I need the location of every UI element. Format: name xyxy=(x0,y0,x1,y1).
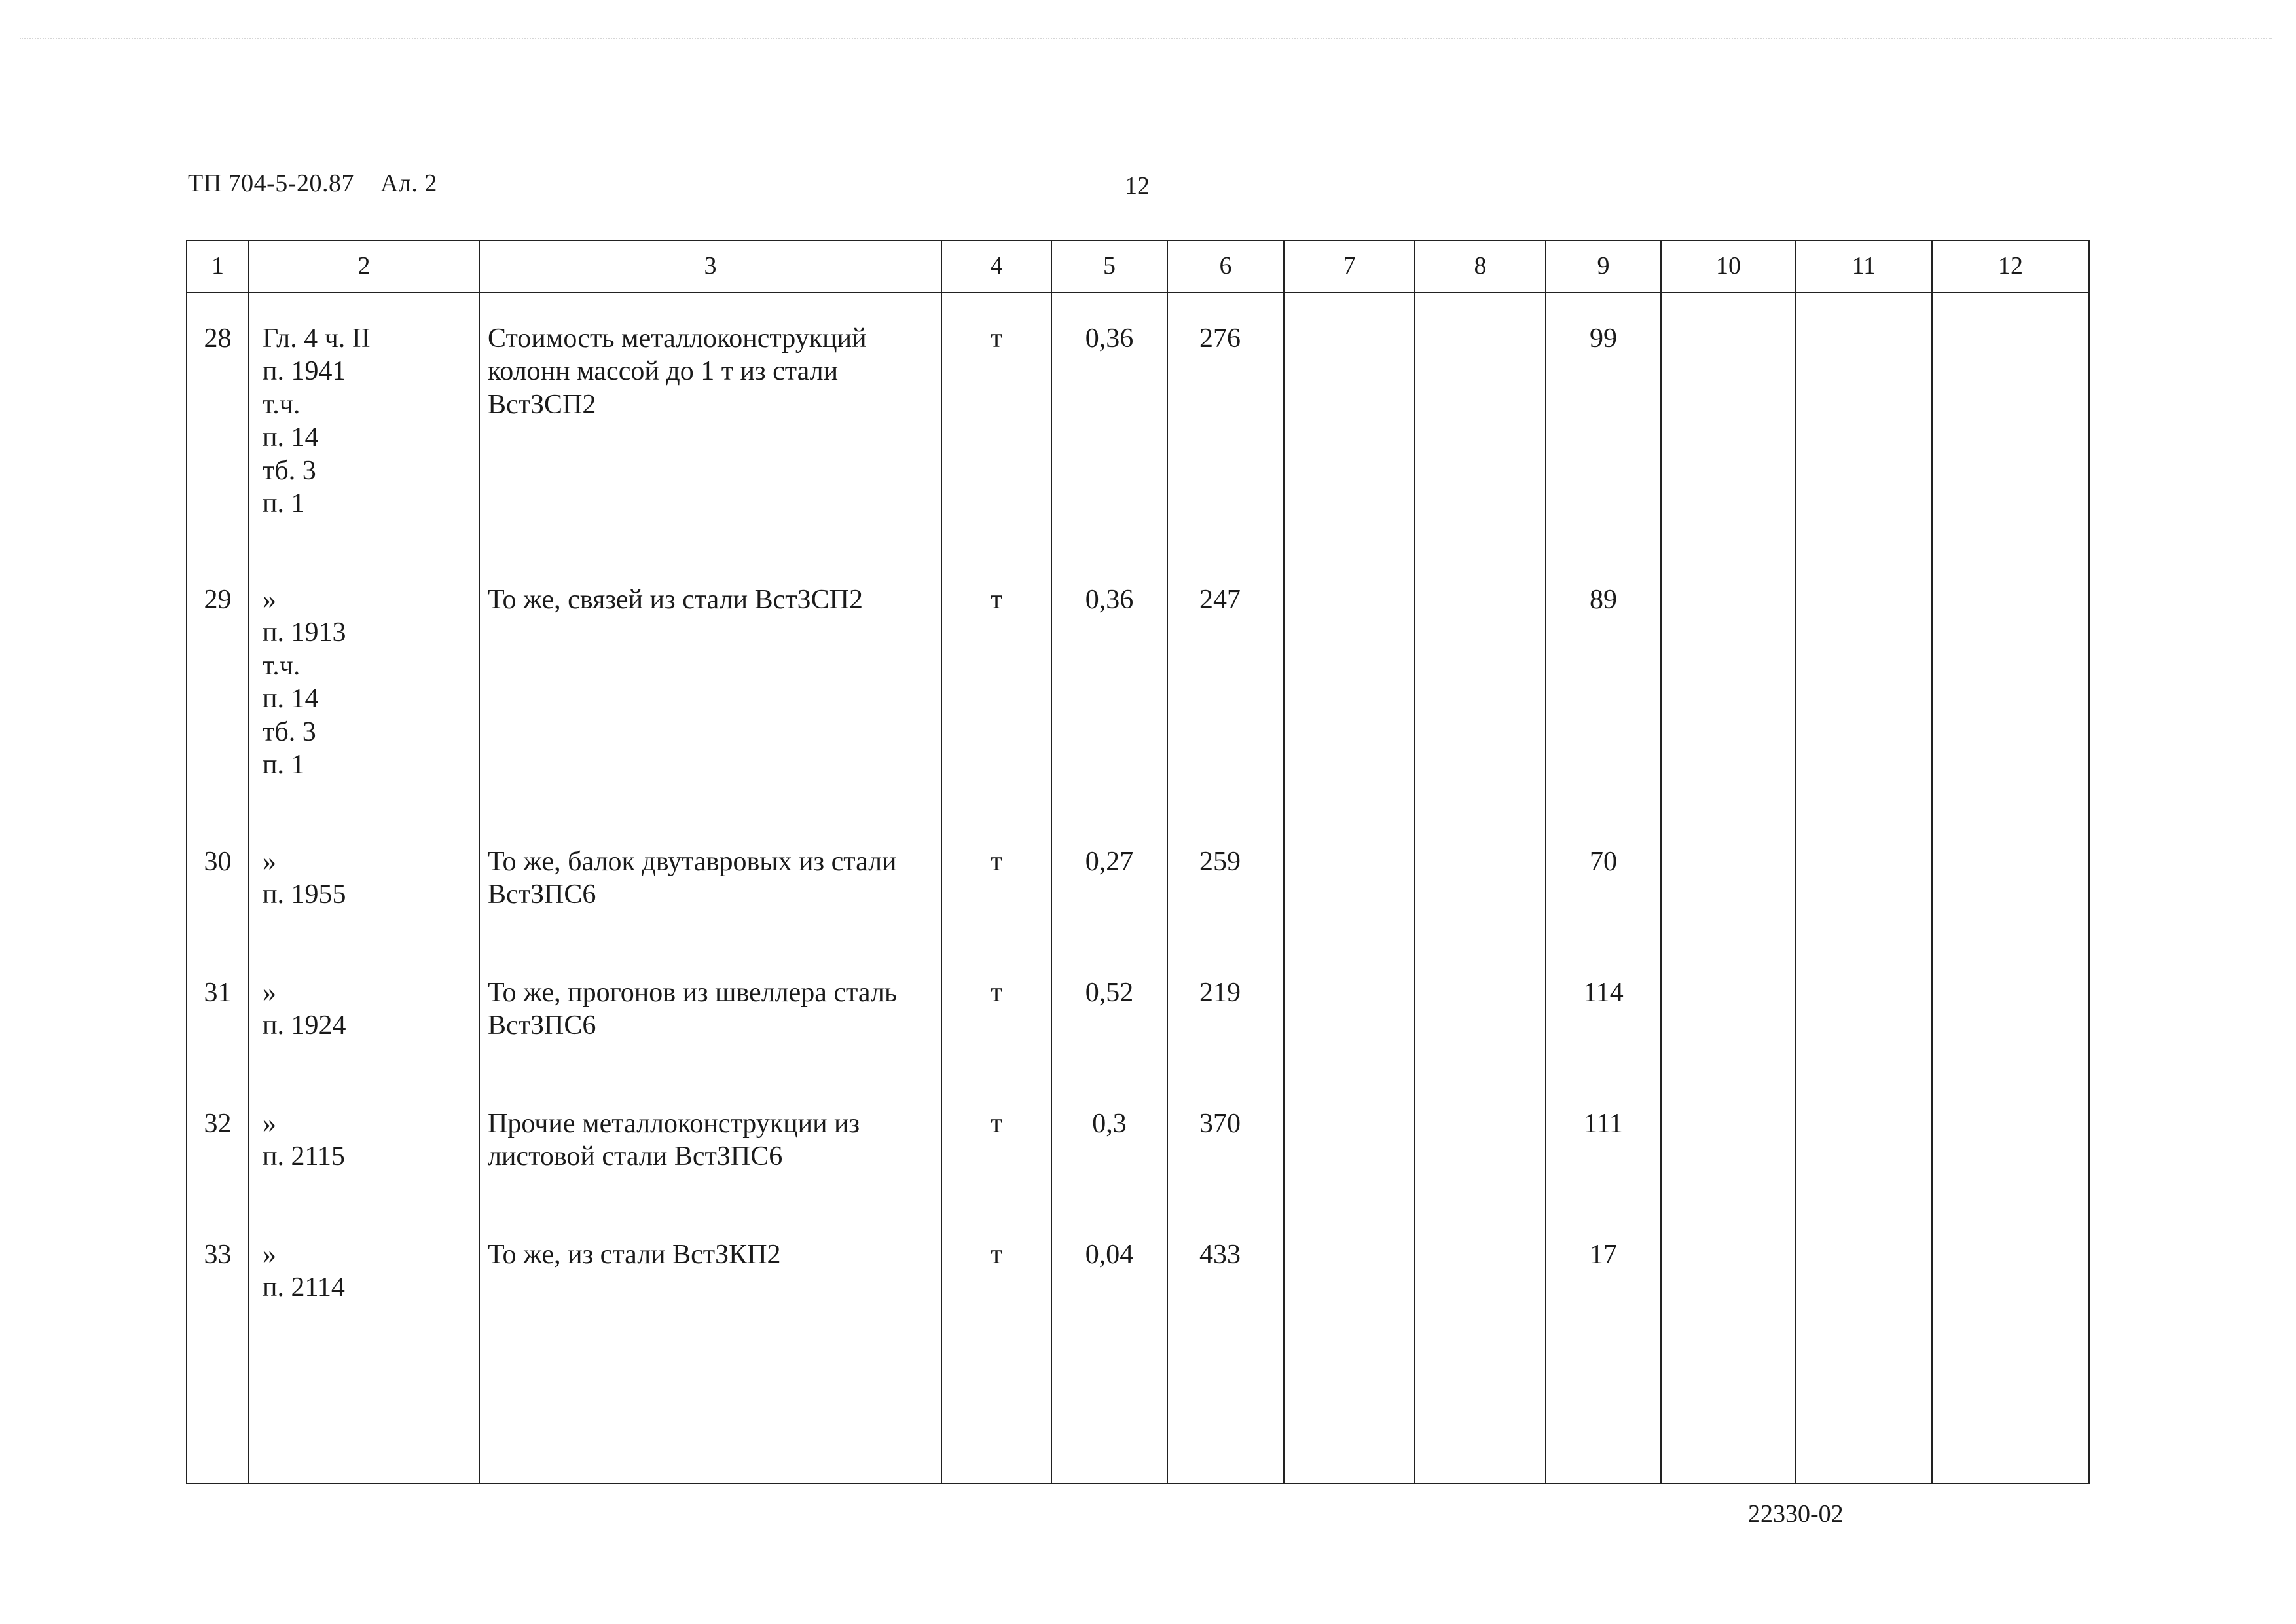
row-number: 29 xyxy=(187,555,249,817)
total-cost: 89 xyxy=(1546,555,1661,817)
column-number-5: 5 xyxy=(1051,240,1167,293)
total-cost: 114 xyxy=(1546,948,1661,1079)
document-code xyxy=(188,169,437,198)
column-8-cell xyxy=(1415,817,1546,948)
scan-edge-line xyxy=(20,38,2272,39)
column-8-cell xyxy=(1415,1079,1546,1209)
unit: т xyxy=(941,1079,1051,1209)
column-number-3: 3 xyxy=(479,240,941,293)
unit: т xyxy=(941,948,1051,1079)
row-number: 28 xyxy=(187,293,249,555)
norm-reference: » п. 1913 т.ч. п. 14 тб. 3 п. 1 xyxy=(249,555,479,817)
column-11-cell xyxy=(1796,555,1932,817)
quantity: 0,52 xyxy=(1051,948,1167,1079)
quantity: 0,36 xyxy=(1051,555,1167,817)
norm-reference: » п. 1924 xyxy=(249,948,479,1079)
item-description: То же, прогонов из швеллера сталь ВстЗПС6 xyxy=(479,948,941,1079)
column-7-cell xyxy=(1284,948,1415,1079)
column-11-cell xyxy=(1796,293,1932,555)
column-10-cell xyxy=(1661,293,1796,555)
column-12-cell xyxy=(1932,948,2089,1079)
table-row xyxy=(187,1079,2089,1209)
column-11-cell xyxy=(1796,817,1932,948)
column-number-10: 10 xyxy=(1661,240,1796,293)
unit-price: 259 xyxy=(1167,817,1284,948)
quantity: 0,36 xyxy=(1051,293,1167,555)
item-description: То же, связей из стали ВстЗСП2 xyxy=(479,555,941,817)
column-8-cell xyxy=(1415,1209,1546,1483)
document-number: 22330-02 xyxy=(1748,1500,1844,1528)
document-code-text: ТП 704-5-20.87 xyxy=(188,170,354,197)
row-number: 30 xyxy=(187,817,249,948)
column-10-cell xyxy=(1661,1079,1796,1209)
row-number: 32 xyxy=(187,1079,249,1209)
unit: т xyxy=(941,293,1051,555)
page-number: 12 xyxy=(1125,172,1150,200)
norm-reference: » п. 2114 xyxy=(249,1209,479,1483)
column-12-cell xyxy=(1932,817,2089,948)
unit-price: 276 xyxy=(1167,293,1284,555)
column-10-cell xyxy=(1661,817,1796,948)
column-10-cell xyxy=(1661,1209,1796,1483)
table-row xyxy=(187,555,2089,817)
estimate-table xyxy=(186,240,2090,1484)
total-cost: 111 xyxy=(1546,1079,1661,1209)
item-description: Прочие металлоконструкции из листовой стали ВстЗПС6 xyxy=(479,1079,941,1209)
row-number: 31 xyxy=(187,948,249,1079)
total-cost: 99 xyxy=(1546,293,1661,555)
quantity: 0,3 xyxy=(1051,1079,1167,1209)
total-cost: 17 xyxy=(1546,1209,1661,1483)
table-row xyxy=(187,948,2089,1079)
column-number-6: 6 xyxy=(1167,240,1284,293)
column-11-cell xyxy=(1796,1079,1932,1209)
column-7-cell xyxy=(1284,1209,1415,1483)
quantity: 0,04 xyxy=(1051,1209,1167,1483)
quantity: 0,27 xyxy=(1051,817,1167,948)
column-7-cell xyxy=(1284,817,1415,948)
unit: т xyxy=(941,817,1051,948)
column-number-11: 11 xyxy=(1796,240,1932,293)
unit-price: 219 xyxy=(1167,948,1284,1079)
unit: т xyxy=(941,1209,1051,1483)
column-11-cell xyxy=(1796,948,1932,1079)
norm-reference: » п. 2115 xyxy=(249,1079,479,1209)
column-number-row xyxy=(187,240,2089,293)
column-number-4: 4 xyxy=(941,240,1051,293)
row-number: 33 xyxy=(187,1209,249,1483)
column-number-9: 9 xyxy=(1546,240,1661,293)
column-8-cell xyxy=(1415,293,1546,555)
column-number-2: 2 xyxy=(249,240,479,293)
column-12-cell xyxy=(1932,293,2089,555)
unit: т xyxy=(941,555,1051,817)
item-description: Стоимость металлоконструкций колонн массой до 1 т из стали ВстЗСП2 xyxy=(479,293,941,555)
column-7-cell xyxy=(1284,1079,1415,1209)
column-10-cell xyxy=(1661,555,1796,817)
column-10-cell xyxy=(1661,948,1796,1079)
column-number-8: 8 xyxy=(1415,240,1546,293)
column-7-cell xyxy=(1284,555,1415,817)
table-row xyxy=(187,293,2089,555)
column-12-cell xyxy=(1932,1209,2089,1483)
item-description: То же, балок двутавровых из стали ВстЗПС6 xyxy=(479,817,941,948)
table-row xyxy=(187,1209,2089,1483)
total-cost: 70 xyxy=(1546,817,1661,948)
column-11-cell xyxy=(1796,1209,1932,1483)
unit-price: 433 xyxy=(1167,1209,1284,1483)
norm-reference: » п. 1955 xyxy=(249,817,479,948)
unit-price: 247 xyxy=(1167,555,1284,817)
column-number-12: 12 xyxy=(1932,240,2089,293)
column-12-cell xyxy=(1932,1079,2089,1209)
table-row xyxy=(187,817,2089,948)
item-description: То же, из стали ВстЗКП2 xyxy=(479,1209,941,1483)
column-8-cell xyxy=(1415,948,1546,1079)
unit-price: 370 xyxy=(1167,1079,1284,1209)
album-number: Ал. 2 xyxy=(380,170,437,197)
column-8-cell xyxy=(1415,555,1546,817)
column-number-1: 1 xyxy=(187,240,249,293)
column-12-cell xyxy=(1932,555,2089,817)
column-number-7: 7 xyxy=(1284,240,1415,293)
norm-reference: Гл. 4 ч. II п. 1941 т.ч. п. 14 тб. 3 п. 1 xyxy=(249,293,479,555)
column-7-cell xyxy=(1284,293,1415,555)
